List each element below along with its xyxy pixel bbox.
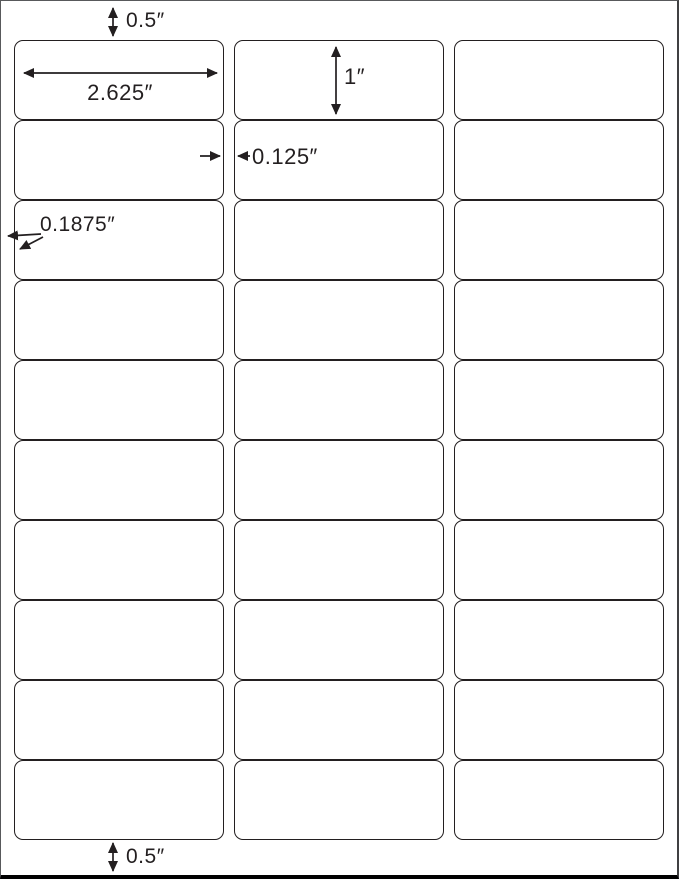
label-width-dimension: 2.625″ [87,80,153,105]
label-cell [454,40,664,120]
label-cell [234,440,444,520]
label-cell [14,680,224,760]
top-margin-dimension: 0.5″ [126,9,165,32]
label-cell [234,600,444,680]
label-cell [14,360,224,440]
label-cell [14,280,224,360]
label-cell [14,200,224,280]
label-cell [14,760,224,840]
label-cell [454,200,664,280]
label-cell [234,200,444,280]
label-cell [234,360,444,440]
label-cell [454,360,664,440]
label-cell [14,440,224,520]
label-cell [14,600,224,680]
label-cell [454,760,664,840]
label-height-dimension: 1″ [344,64,366,89]
label-cell [234,280,444,360]
label-cell [14,520,224,600]
column-gap-dimension: 0.125″ [252,144,318,169]
label-cell [234,520,444,600]
side-margin-dimension: 0.1875″ [40,213,116,236]
label-cell [14,120,224,200]
label-cell [454,280,664,360]
label-cell [454,440,664,520]
label-cell [454,520,664,600]
label-cell [234,40,444,120]
label-cell [234,680,444,760]
bottom-margin-dimension: 0.5″ [126,845,165,868]
label-cell [454,680,664,760]
label-cell [454,120,664,200]
label-cell [234,760,444,840]
label-cell [454,600,664,680]
